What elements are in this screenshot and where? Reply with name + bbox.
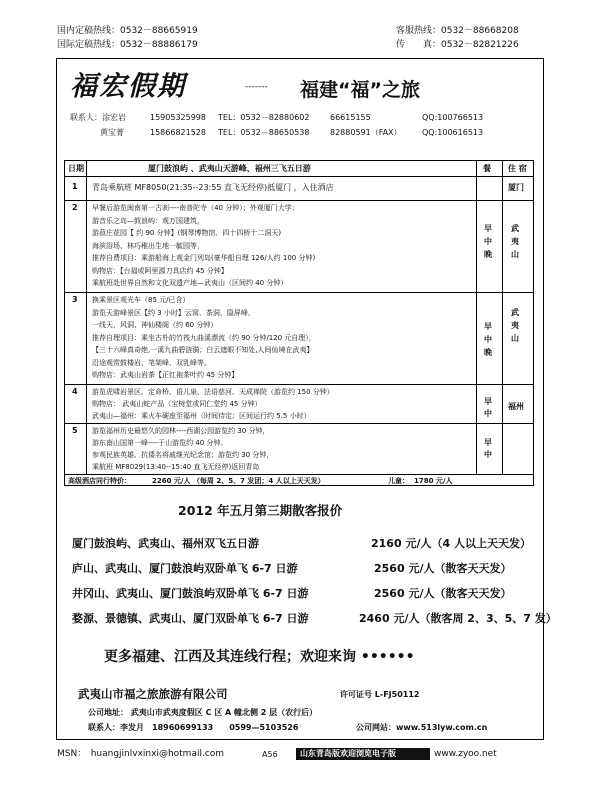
day-line: 武夷山—福州：乘火车硬座至福州（时间待定；区间运行约 5.5 小时） [92, 412, 311, 420]
day-line: 【三十六峰真奇绝,一溪九曲碧涟漪；白云遮眼不知处,人间仙境在武夷】 [92, 346, 314, 354]
day-meal: 早 中 [484, 397, 492, 418]
price-value: 2260 元/人 （每周 2、5、7 发团；4 人以上天天发） [152, 477, 325, 485]
price-amount: 2460 元/人（散客周 2、3、5、7 发） [359, 612, 557, 625]
domestic-hotline: 国内定稿热线：0532－88665919 [57, 26, 198, 36]
footer-banner: 山东青岛版欢迎浏览电子版 [300, 749, 396, 758]
day-line: 游览天游峰景区【约 3 小时】云窝、茶洞、隐屏峰， [92, 309, 255, 317]
contact-2-tel2: 82880591（FAX） [330, 128, 402, 137]
company-address: 公司地址： 武夷山市武夷度假区 C 区 A 幢北侧 2 层（农行后） [88, 708, 318, 717]
contact-2-tel: TEL：0532－88650538 [218, 128, 310, 137]
contact-2-qq: QQ:100616513 [422, 128, 484, 137]
fax-line: 传 真：0532－82821226 [396, 40, 519, 50]
day-line: 沿途观赏鼓楼岩、笔架峰、双乳峰等。 [92, 359, 211, 367]
day-line: 购物店：武夷山岩茶【正红袍茶叶约 45 分钟】 [92, 371, 239, 379]
day-line: 购物店： 武夷山蛇产品（宝树堂或同仁堂约 45 分钟） [92, 400, 262, 408]
day-number: 2 [72, 203, 78, 212]
day-stay: 武 夷 山 [511, 224, 519, 259]
price-route: 井冈山、武夷山、厦门鼓浪屿双卧单飞 6-7 日游 [72, 587, 309, 600]
headline: 福建“福”之旅 [300, 79, 420, 101]
day-line: 游东南山国第一峰----于山游览约 40 分钟。 [92, 439, 228, 447]
day-line: 游览福州历史最悠久的园林----西湖公园游览约 30 分钟， [92, 427, 270, 435]
day-number: 5 [72, 426, 78, 435]
contact-1-tel2: 66615155 [330, 113, 371, 122]
price-amount: 2560 元/人（散客天天发） [374, 562, 512, 575]
day-number: 1 [72, 182, 78, 191]
day-meal: 早 中 晚 [484, 322, 492, 357]
contact-1-qq: QQ:100766513 [422, 113, 484, 122]
day-stay: 厦门 [508, 183, 524, 192]
contact-2-name: 黄宝菁 [100, 128, 124, 137]
price-amount: 2160 元/人（4 人以上天天发） [371, 537, 531, 550]
header-route: 厦门鼓浪屿 、武夷山天游峰、福州三飞五日游 [148, 164, 311, 173]
day-line: 乘航班赴世界自然和文化双遗产地—武夷山（区间约 40 分钟） [92, 279, 288, 287]
day-line: 参观民族英雄、抗倭名将戚继光纪念馆；游览约 30 分钟， [92, 451, 274, 459]
company-license: 许可证号 L-FJ50112 [340, 690, 420, 699]
contact-1-tel: TEL：0532－82880602 [218, 113, 310, 122]
contact-1-name: 联系人：涂宏岩 [70, 113, 126, 122]
day-number: 3 [72, 295, 78, 304]
day-line: 一线天、风洞、神仙楼阁（约 60 分钟） [92, 321, 218, 329]
day-meal: 早 中 [484, 438, 492, 459]
day-line: 游览虎啸岩景区、定命桥、语儿泉、法语慈河、天成禅院（游览约 150 分钟） [92, 388, 334, 396]
price-label: 高级酒店同行特价： [68, 477, 131, 485]
more-routes: 更多福建、江西及其连线行程；欢迎来询 •••••• [104, 649, 415, 665]
child-label: 儿童： [388, 477, 409, 485]
logo: 福宏假期 [70, 71, 186, 102]
day-line: 早餐后游览闽南第一古刹----南普陀寺（40 分钟）；外观厦门大学； [92, 204, 299, 212]
contact-2-mobile: 15866821528 [150, 128, 206, 137]
footer-msn: MSN： huangjinlvxinxi@hotmail.com [57, 749, 225, 759]
page-number: A56 [262, 750, 278, 759]
day-line: 游音乐之岛—鼓浪屿：观万国建筑， [92, 217, 204, 225]
day-line: 青岛乘航班 MF8050(21:35--23:55 直飞无经停)抵厦门 ，入住酒店 [92, 183, 334, 192]
day-number: 4 [72, 387, 78, 396]
price-route: 厦门鼓浪屿、武夷山、福州双飞五日游 [72, 537, 259, 550]
day-stay: 福州 [508, 402, 524, 411]
footer-site[interactable]: www.zyoo.net [434, 749, 497, 759]
day-line: 推荐自理项目：乘坐古朴的竹筏九曲溪漂流（约 90 分钟/120 元自理）， [92, 334, 316, 342]
contact-1-mobile: 15905325998 [150, 113, 206, 122]
company-name: 武夷山市福之旅旅游有限公司 [78, 687, 228, 701]
price-amount: 2560 元/人（散客天天发） [374, 587, 512, 600]
header-stay: 住 宿 [508, 164, 527, 173]
day-line: 购物店：【台福或阿里源刀具店约 45 分钟】 [92, 267, 228, 275]
day-line: 乘航班 MF8029(13:40--15:40 直飞无经停)返回青岛 [92, 463, 260, 471]
child-value: 1780 元/人 [414, 477, 453, 485]
header-date: 日期 [68, 164, 84, 173]
price-route: 婺源、景德镇、武夷山、厦门双卧单飞 6-7 日游 [72, 612, 309, 625]
company-contact: 联系人：李发月 18960699133 0599—5103526 [88, 723, 299, 732]
company-website: 公司网站：www.513lyw.com.cn [356, 723, 488, 732]
day-line: 游菽庄花园【 约 90 分钟】(钢琴博物馆、四十四桥十二洞天) [92, 229, 282, 237]
day-stay: 武 夷 山 [511, 308, 519, 343]
day-line: 海滨浴场、林巧稚出生地一毓园等， [92, 242, 204, 250]
logo-dash: ------- [245, 82, 268, 92]
service-hotline: 客服热线：0532－88668208 [396, 26, 519, 36]
day-line: 换乘景区观光车（85 元/已含） [92, 296, 190, 304]
day-line: 推荐自费项目：乘游船海上观金门列岛(豪华船自理 126/人约 100 分钟) [92, 254, 316, 262]
price-title: 2012 年五月第三期散客报价 [178, 503, 343, 518]
day-meal: 早 中 晚 [484, 224, 492, 259]
price-route: 庐山、武夷山、厦门鼓浪屿双卧单飞 6-7 日游 [72, 562, 298, 575]
header-meal: 餐 [483, 164, 491, 173]
international-hotline: 国际定稿热线：0532－88886179 [57, 40, 198, 50]
